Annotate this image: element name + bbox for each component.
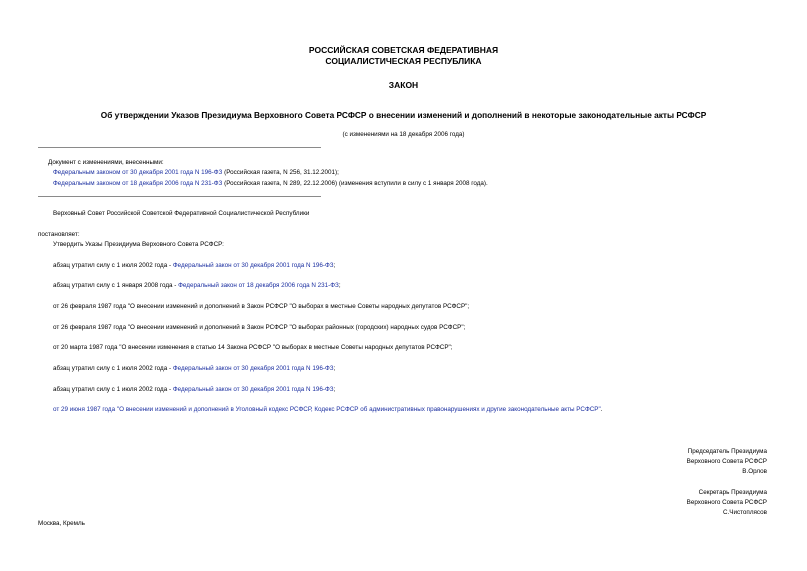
law-link[interactable]: Федеральный закон от 18 декабря 2006 года N 231-ФЗ <box>178 282 339 289</box>
amendment-link[interactable]: Федеральным законом от 18 декабря 2006 года N 231-ФЗ <box>53 180 223 187</box>
amendment-source: (Российская газета, N 256, 31.12.2001); <box>222 169 339 176</box>
decree-item: от 20 марта 1987 года "О внесении изменения в статью 14 Закона РСФСР "О выборах в местные Советы народных депутатов РСФСР"; <box>53 344 453 351</box>
decree-item: абзац утратил силу с 1 июля 2002 года - Федеральный закон от 30 декабря 2001 года N 196-ФЗ; <box>53 365 336 372</box>
document-title: Об утверждении Указов Президиума Верховного Совета РСФСР о внесении изменений и дополнений в некоторые законодательные акты РСФСР <box>100 110 707 120</box>
secretary-title-2: Верховного Совета РСФСР <box>686 499 767 506</box>
resolves-word: постановляет: <box>38 231 80 238</box>
decree-item: абзац утратил силу с 1 января 2008 года - Федеральный закон от 18 декабря 2006 года N 231-ФЗ; <box>53 282 341 289</box>
document-type: ЗАКОН <box>388 80 419 90</box>
decree-link[interactable]: от 29 июня 1987 года "О внесении изменений и дополнений в Уголовный кодекс РСФСР, Кодекс РСФСР об административных правонарушениях и другие законодательные акты РСФСР" <box>53 406 601 413</box>
secretary-title-1: Секретарь Президиума <box>698 489 767 496</box>
law-link[interactable]: Федеральный закон от 30 декабря 2001 года N 196-ФЗ <box>172 386 334 393</box>
header-line-2: СОЦИАЛИСТИЧЕСКАЯ РЕСПУБЛИКА <box>325 56 482 66</box>
amended-note: (с изменениями на 18 декабря 2006 года) <box>342 131 465 138</box>
decree-item: от 29 июня 1987 года "О внесении изменений и дополнений в Уголовный кодекс РСФСР, Кодекс РСФСР об административных правонарушениях и другие законодательные акты РСФСР". <box>53 406 603 413</box>
changes-item-1 <box>53 169 339 176</box>
divider-top <box>38 147 321 148</box>
divider-bottom <box>38 196 321 197</box>
decree-item: от 26 февраля 1987 года "О внесении изменений и дополнений в Закон РСФСР "О выборах районных (городских) народных судов РСФСР"; <box>53 324 466 331</box>
place-of-signing: Москва, Кремль <box>38 520 85 527</box>
preamble: Верховный Совет Российской Советской Федеративной Социалистической Республики <box>53 210 310 217</box>
chair-title-1: Председатель Президиума <box>687 448 767 455</box>
amendment-source: (Российская газета, N 289, 22.12.2006) (изменения вступили в силу с 1 января 2008 года). <box>222 180 488 187</box>
chair-title-2: Верховного Совета РСФСР <box>686 458 767 465</box>
decree-item: абзац утратил силу с 1 июля 2002 года - Федеральный закон от 30 декабря 2001 года N 196-ФЗ; <box>53 262 336 269</box>
amendment-link[interactable]: Федеральным законом от 30 декабря 2001 года N 196-ФЗ <box>53 169 223 176</box>
decree-item: от 26 февраля 1987 года "О внесении изменений и дополнений в Закон РСФСР "О выборах в местные Советы народных депутатов РСФСР"; <box>53 303 470 310</box>
changes-item-2 <box>53 180 488 187</box>
secretary-name: С.Чистоплясов <box>722 509 767 516</box>
header-line-1: РОССИЙСКАЯ СОВЕТСКАЯ ФЕДЕРАТИВНАЯ <box>308 45 499 55</box>
approve-line: Утвердить Указы Президиума Верховного Совета РСФСР: <box>53 241 224 248</box>
law-link[interactable]: Федеральный закон от 30 декабря 2001 года N 196-ФЗ <box>172 262 334 269</box>
chair-name: В.Орлов <box>742 468 767 475</box>
decree-item: абзац утратил силу с 1 июля 2002 года - Федеральный закон от 30 декабря 2001 года N 196-ФЗ; <box>53 386 336 393</box>
law-link[interactable]: Федеральный закон от 30 декабря 2001 года N 196-ФЗ <box>172 365 334 372</box>
changes-intro: Документ с изменениями, внесенными: <box>48 159 164 166</box>
